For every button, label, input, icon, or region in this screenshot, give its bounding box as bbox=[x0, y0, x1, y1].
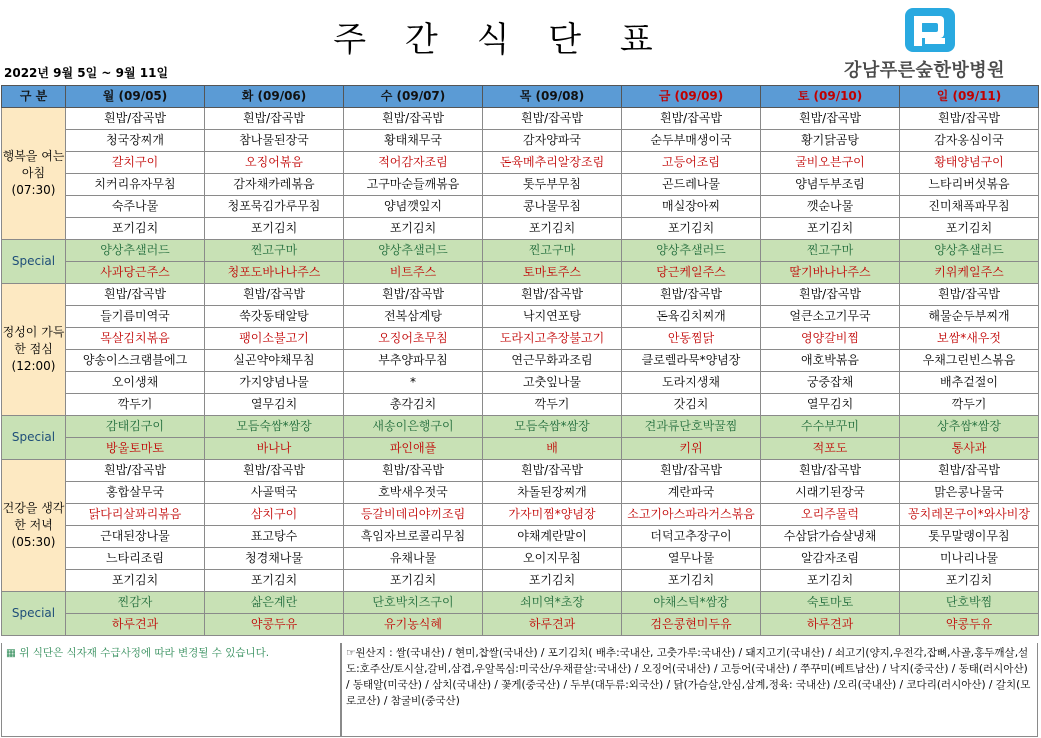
header-sat: 토 (09/10) bbox=[761, 86, 900, 108]
lunch-special-item: 방울토마토 bbox=[66, 438, 205, 460]
dinner-menu-item: 사골떡국 bbox=[205, 482, 344, 504]
lunch-special-item: 수수부꾸미 bbox=[761, 416, 900, 438]
lunch-special-label: Special bbox=[2, 416, 66, 460]
breakfast-special-item: 양상추샐러드 bbox=[622, 240, 761, 262]
dinner-menu-item: 포기김치 bbox=[622, 570, 761, 592]
breakfast-menu-item: 참나물된장국 bbox=[205, 130, 344, 152]
weekly-menu-table bbox=[1, 85, 1039, 636]
breakfast-menu-item: 톳두부무침 bbox=[483, 174, 622, 196]
breakfast-special-item: 사과당근주스 bbox=[66, 262, 205, 284]
page-title: 주 간 식 단 표 bbox=[333, 20, 667, 60]
dinner-menu-item: 느타리조림 bbox=[66, 548, 205, 570]
breakfast-menu-item: 포기김치 bbox=[66, 218, 205, 240]
header-wed: 수 (09/07) bbox=[344, 86, 483, 108]
breakfast-menu-item: 흰밥/잡곡밥 bbox=[344, 108, 483, 130]
breakfast-menu-item: 포기김치 bbox=[900, 218, 1039, 240]
dinner-menu-item: 호박새우젓국 bbox=[344, 482, 483, 504]
dinner-menu-item: 더덕고추장구이 bbox=[622, 526, 761, 548]
origin-box bbox=[341, 643, 1038, 737]
lunch-menu-item: 우채그린빈스볶음 bbox=[900, 350, 1039, 372]
lunch-row bbox=[2, 394, 1039, 416]
dinner-special-item: 하루견과 bbox=[483, 614, 622, 636]
lunch-row bbox=[2, 350, 1039, 372]
breakfast-menu-item: 느타리버섯볶음 bbox=[900, 174, 1039, 196]
breakfast-special-item: 토마토주스 bbox=[483, 262, 622, 284]
lunch-special-item: 새송이은행구이 bbox=[344, 416, 483, 438]
lunch-menu-item: 오이생채 bbox=[66, 372, 205, 394]
dinner-menu-item: 가자미찜*양념장 bbox=[483, 504, 622, 526]
dinner-menu-item: 흰밥/잡곡밥 bbox=[205, 460, 344, 482]
breakfast-row bbox=[2, 218, 1039, 240]
lunch-menu-item: 들기름미역국 bbox=[66, 306, 205, 328]
lunch-menu-item: 흰밥/잡곡밥 bbox=[483, 284, 622, 306]
breakfast-category-label: 행복을 여는 아침 (07:30) bbox=[2, 108, 66, 240]
lunch-special-item: 적포도 bbox=[761, 438, 900, 460]
lunch-menu-item: 얼큰소고기무국 bbox=[761, 306, 900, 328]
header-row bbox=[2, 86, 1039, 108]
breakfast-special-item: 키위케일주스 bbox=[900, 262, 1039, 284]
lunch-special-row bbox=[2, 438, 1039, 460]
breakfast-menu-item: 청포묵김가루무침 bbox=[205, 196, 344, 218]
breakfast-menu-item: 깻순나물 bbox=[761, 196, 900, 218]
logo-icon bbox=[905, 8, 955, 52]
lunch-category-label: 정성이 가득한 점심 (12:00) bbox=[2, 284, 66, 416]
breakfast-special-item: 찐고구마 bbox=[483, 240, 622, 262]
dinner-menu-item: 등갈비데리야끼조림 bbox=[344, 504, 483, 526]
lunch-menu-item: 클로렐라묵*양념장 bbox=[622, 350, 761, 372]
header-tue: 화 (09/06) bbox=[205, 86, 344, 108]
breakfast-menu-item: 황기닭곰탕 bbox=[761, 130, 900, 152]
breakfast-menu-item: 고구마순들깨볶음 bbox=[344, 174, 483, 196]
dinner-menu-item: 포기김치 bbox=[900, 570, 1039, 592]
breakfast-row bbox=[2, 108, 1039, 130]
lunch-special-item: 바나나 bbox=[205, 438, 344, 460]
dinner-menu-item: 근대된장나물 bbox=[66, 526, 205, 548]
date-range: 2022년 9월 5일 ~ 9월 11일 bbox=[4, 66, 169, 80]
breakfast-menu-item: 포기김치 bbox=[483, 218, 622, 240]
lunch-special-item: 파인애플 bbox=[344, 438, 483, 460]
lunch-menu-item: 해물순두부찌개 bbox=[900, 306, 1039, 328]
lunch-special-item: 통사과 bbox=[900, 438, 1039, 460]
dinner-menu-item: 삼치구이 bbox=[205, 504, 344, 526]
dinner-row bbox=[2, 570, 1039, 592]
lunch-menu-item: 부추양파무침 bbox=[344, 350, 483, 372]
lunch-menu-item: 낙지연포탕 bbox=[483, 306, 622, 328]
lunch-row bbox=[2, 306, 1039, 328]
dinner-menu-item: 시래기된장국 bbox=[761, 482, 900, 504]
breakfast-special-item: 비트주스 bbox=[344, 262, 483, 284]
lunch-row bbox=[2, 284, 1039, 306]
breakfast-menu-item: 순두부매생이국 bbox=[622, 130, 761, 152]
dinner-menu-item: 흰밥/잡곡밥 bbox=[900, 460, 1039, 482]
lunch-menu-item: 궁중잡채 bbox=[761, 372, 900, 394]
lunch-menu-item: 안동찜닭 bbox=[622, 328, 761, 350]
breakfast-menu-item: 양념두부조림 bbox=[761, 174, 900, 196]
dinner-special-item: 하루견과 bbox=[761, 614, 900, 636]
dinner-menu-item: 포기김치 bbox=[344, 570, 483, 592]
lunch-menu-item: 팽이소불고기 bbox=[205, 328, 344, 350]
lunch-menu-item: 깍두기 bbox=[483, 394, 622, 416]
dinner-special-row bbox=[2, 592, 1039, 614]
breakfast-special-item: 양상추샐러드 bbox=[344, 240, 483, 262]
lunch-menu-item: 양송이스크램블에그 bbox=[66, 350, 205, 372]
lunch-menu-item: 배추겉절이 bbox=[900, 372, 1039, 394]
dinner-menu-item: 홍합살무국 bbox=[66, 482, 205, 504]
dinner-menu-item: 표고탕수 bbox=[205, 526, 344, 548]
lunch-menu-item: 돈육김치찌개 bbox=[622, 306, 761, 328]
breakfast-menu-item: 감자채카레볶음 bbox=[205, 174, 344, 196]
dinner-menu-item: 흰밥/잡곡밥 bbox=[344, 460, 483, 482]
breakfast-special-item: 딸기바나나주스 bbox=[761, 262, 900, 284]
lunch-menu-item: 깍두기 bbox=[66, 394, 205, 416]
breakfast-menu-item: 매실장아찌 bbox=[622, 196, 761, 218]
dinner-row bbox=[2, 482, 1039, 504]
breakfast-menu-item: 감자양파국 bbox=[483, 130, 622, 152]
dinner-special-label: Special bbox=[2, 592, 66, 636]
breakfast-special-row bbox=[2, 262, 1039, 284]
lunch-menu-item: 영양갈비찜 bbox=[761, 328, 900, 350]
dinner-special-item: 약콩두유 bbox=[900, 614, 1039, 636]
dinner-menu-item: 포기김치 bbox=[205, 570, 344, 592]
breakfast-menu-item: 포기김치 bbox=[761, 218, 900, 240]
lunch-menu-item: 갓김치 bbox=[622, 394, 761, 416]
dinner-menu-item: 유채나물 bbox=[344, 548, 483, 570]
header-sun: 일 (09/11) bbox=[900, 86, 1039, 108]
notice-icon: ▦ bbox=[6, 647, 16, 659]
dinner-special-item: 단호박찜 bbox=[900, 592, 1039, 614]
dinner-row bbox=[2, 460, 1039, 482]
breakfast-menu-item: 고등어조림 bbox=[622, 152, 761, 174]
dinner-special-row bbox=[2, 614, 1039, 636]
breakfast-special-item: 찐고구마 bbox=[761, 240, 900, 262]
breakfast-row bbox=[2, 152, 1039, 174]
dinner-menu-item: 흰밥/잡곡밥 bbox=[483, 460, 622, 482]
breakfast-menu-item: 적어감자조림 bbox=[344, 152, 483, 174]
breakfast-menu-item: 흰밥/잡곡밥 bbox=[761, 108, 900, 130]
dinner-menu-item: 흰밥/잡곡밥 bbox=[761, 460, 900, 482]
lunch-menu-item: 흰밥/잡곡밥 bbox=[66, 284, 205, 306]
breakfast-menu-item: 돈육메추리알장조림 bbox=[483, 152, 622, 174]
dinner-menu-item: 맑은콩나물국 bbox=[900, 482, 1039, 504]
lunch-menu-item: 연근무화과조림 bbox=[483, 350, 622, 372]
dinner-menu-item: 수삼닭가슴살냉채 bbox=[761, 526, 900, 548]
dinner-menu-item: 흑임자브로콜리무침 bbox=[344, 526, 483, 548]
breakfast-menu-item: 숙주나물 bbox=[66, 196, 205, 218]
breakfast-special-item: 양상추샐러드 bbox=[900, 240, 1039, 262]
lunch-menu-item: 목살김치볶음 bbox=[66, 328, 205, 350]
dinner-menu-item: 청경채나물 bbox=[205, 548, 344, 570]
dinner-row bbox=[2, 548, 1039, 570]
dinner-menu-item: 차돌된장찌개 bbox=[483, 482, 622, 504]
header-fri: 금 (09/09) bbox=[622, 86, 761, 108]
lunch-menu-item: 보쌈*새우젓 bbox=[900, 328, 1039, 350]
lunch-special-item: 키위 bbox=[622, 438, 761, 460]
lunch-special-item: 배 bbox=[483, 438, 622, 460]
dinner-menu-item: 열무나물 bbox=[622, 548, 761, 570]
dinner-special-item: 숙토마토 bbox=[761, 592, 900, 614]
origin-text: ☞원산지 : 쌀(국내산) / 현미,찹쌀(국내산) / 포기김치( 배추:국내산, 고춧가루:국내산) / 돼지고기(국내산) / 쇠고기(양지,우전각,잡뼈,사골,홍두깨살,설도:호주산/토시살,갈비,삼겹,우알목심:미국산/우채끝살:국내산) / 오징어(국내산) / 고등어(국내산) / 쭈꾸미(베트남산) / 낙지(중국산) / 동태(러시아산) / 동태알(미국산) / 삼치(국내산) / 꽃게(중국산) / 두부(대두류:외국산) / 닭(가슴살,안심,삼계,정육: 국내산) /오리(국내산) / 코다리(러시아산) / 갈치(모로코산) / 참굴비(중국산) bbox=[346, 647, 1031, 707]
dinner-menu-item: 미나리나물 bbox=[900, 548, 1039, 570]
lunch-menu-item: 도라지생채 bbox=[622, 372, 761, 394]
lunch-menu-item: 흰밥/잡곡밥 bbox=[900, 284, 1039, 306]
lunch-menu-item: 고춧잎나물 bbox=[483, 372, 622, 394]
lunch-menu-item: 총각김치 bbox=[344, 394, 483, 416]
breakfast-row bbox=[2, 196, 1039, 218]
breakfast-special-label: Special bbox=[2, 240, 66, 284]
breakfast-menu-item: 황태채무국 bbox=[344, 130, 483, 152]
breakfast-special-item: 당근케일주스 bbox=[622, 262, 761, 284]
lunch-menu-item: 오징어초무침 bbox=[344, 328, 483, 350]
breakfast-menu-item: 진미채폭파무침 bbox=[900, 196, 1039, 218]
dinner-special-item: 쇠미역*초장 bbox=[483, 592, 622, 614]
lunch-row bbox=[2, 328, 1039, 350]
dinner-category-label: 건강을 생각한 저녁 (05:30) bbox=[2, 460, 66, 592]
breakfast-menu-item: 오징어볶음 bbox=[205, 152, 344, 174]
breakfast-special-row bbox=[2, 240, 1039, 262]
dinner-special-item: 유기농식혜 bbox=[344, 614, 483, 636]
lunch-menu-item: * bbox=[344, 372, 483, 394]
dinner-menu-item: 소고기아스파라거스볶음 bbox=[622, 504, 761, 526]
dinner-special-item: 하루견과 bbox=[66, 614, 205, 636]
breakfast-special-item: 찐고구마 bbox=[205, 240, 344, 262]
header-thu: 목 (09/08) bbox=[483, 86, 622, 108]
notice-text: 위 식단은 식자재 수급사정에 따라 변경될 수 있습니다. bbox=[19, 647, 270, 659]
breakfast-menu-item: 흰밥/잡곡밥 bbox=[205, 108, 344, 130]
breakfast-menu-item: 포기김치 bbox=[344, 218, 483, 240]
lunch-special-item: 모듬숙쌈*쌈장 bbox=[205, 416, 344, 438]
lunch-menu-item: 열무김치 bbox=[761, 394, 900, 416]
breakfast-special-item: 양상추샐러드 bbox=[66, 240, 205, 262]
breakfast-menu-item: 양념깻잎지 bbox=[344, 196, 483, 218]
lunch-special-item: 감태김구이 bbox=[66, 416, 205, 438]
dinner-menu-item: 포기김치 bbox=[66, 570, 205, 592]
breakfast-row bbox=[2, 130, 1039, 152]
breakfast-menu-item: 감자옹심이국 bbox=[900, 130, 1039, 152]
breakfast-row bbox=[2, 174, 1039, 196]
lunch-menu-item: 애호박볶음 bbox=[761, 350, 900, 372]
dinner-menu-item: 오이지무침 bbox=[483, 548, 622, 570]
breakfast-menu-item: 황태양념구이 bbox=[900, 152, 1039, 174]
dinner-row bbox=[2, 526, 1039, 548]
dinner-special-item: 약콩두유 bbox=[205, 614, 344, 636]
hospital-logo bbox=[812, 6, 1037, 82]
lunch-menu-item: 실곤약야채무침 bbox=[205, 350, 344, 372]
dinner-menu-item: 알감자조림 bbox=[761, 548, 900, 570]
breakfast-menu-item: 굴비오븐구이 bbox=[761, 152, 900, 174]
notice-box bbox=[1, 643, 341, 737]
breakfast-menu-item: 포기김치 bbox=[205, 218, 344, 240]
breakfast-special-item: 청포도바나나주스 bbox=[205, 262, 344, 284]
lunch-row bbox=[2, 372, 1039, 394]
dinner-special-item: 찐감자 bbox=[66, 592, 205, 614]
lunch-menu-item: 흰밥/잡곡밥 bbox=[622, 284, 761, 306]
dinner-row bbox=[2, 504, 1039, 526]
lunch-special-item: 견과류단호박꿀찜 bbox=[622, 416, 761, 438]
lunch-special-item: 모듬숙쌈*쌈장 bbox=[483, 416, 622, 438]
lunch-menu-item: 흰밥/잡곡밥 bbox=[205, 284, 344, 306]
dinner-special-item: 검은콩현미두유 bbox=[622, 614, 761, 636]
breakfast-menu-item: 흰밥/잡곡밥 bbox=[483, 108, 622, 130]
lunch-menu-item: 열무김치 bbox=[205, 394, 344, 416]
dinner-menu-item: 계란파국 bbox=[622, 482, 761, 504]
breakfast-menu-item: 흰밥/잡곡밥 bbox=[622, 108, 761, 130]
dinner-menu-item: 야채계란말이 bbox=[483, 526, 622, 548]
dinner-menu-item: 톳무말랭이무침 bbox=[900, 526, 1039, 548]
dinner-menu-item: 포기김치 bbox=[483, 570, 622, 592]
dinner-menu-item: 꽁치레몬구이*와사비장 bbox=[900, 504, 1039, 526]
header-mon: 월 (09/05) bbox=[66, 86, 205, 108]
breakfast-menu-item: 치커리유자무침 bbox=[66, 174, 205, 196]
breakfast-menu-item: 흰밥/잡곡밥 bbox=[900, 108, 1039, 130]
breakfast-menu-item: 콩나물무침 bbox=[483, 196, 622, 218]
breakfast-menu-item: 갈치구이 bbox=[66, 152, 205, 174]
header-category: 구 분 bbox=[2, 86, 66, 108]
lunch-special-item: 상추쌈*쌈장 bbox=[900, 416, 1039, 438]
lunch-menu-item: 쑥갓동태알탕 bbox=[205, 306, 344, 328]
dinner-menu-item: 흰밥/잡곡밥 bbox=[66, 460, 205, 482]
dinner-menu-item: 포기김치 bbox=[761, 570, 900, 592]
lunch-menu-item: 흰밥/잡곡밥 bbox=[761, 284, 900, 306]
lunch-special-row bbox=[2, 416, 1039, 438]
dinner-menu-item: 닭다리살꽈리볶음 bbox=[66, 504, 205, 526]
dinner-menu-item: 흰밥/잡곡밥 bbox=[622, 460, 761, 482]
logo-text: 강남푸른숲한방병원 bbox=[844, 60, 1005, 81]
breakfast-menu-item: 흰밥/잡곡밥 bbox=[66, 108, 205, 130]
dinner-special-item: 삶은계란 bbox=[205, 592, 344, 614]
lunch-menu-item: 전복삼계탕 bbox=[344, 306, 483, 328]
lunch-menu-item: 깍두기 bbox=[900, 394, 1039, 416]
lunch-menu-item: 도라지고추장불고기 bbox=[483, 328, 622, 350]
breakfast-menu-item: 청국장찌개 bbox=[66, 130, 205, 152]
lunch-menu-item: 흰밥/잡곡밥 bbox=[344, 284, 483, 306]
breakfast-menu-item: 곤드레나물 bbox=[622, 174, 761, 196]
breakfast-menu-item: 포기김치 bbox=[622, 218, 761, 240]
dinner-menu-item: 오리주물럭 bbox=[761, 504, 900, 526]
lunch-menu-item: 가지양념나물 bbox=[205, 372, 344, 394]
dinner-special-item: 단호박치즈구이 bbox=[344, 592, 483, 614]
dinner-special-item: 야채스틱*쌈장 bbox=[622, 592, 761, 614]
